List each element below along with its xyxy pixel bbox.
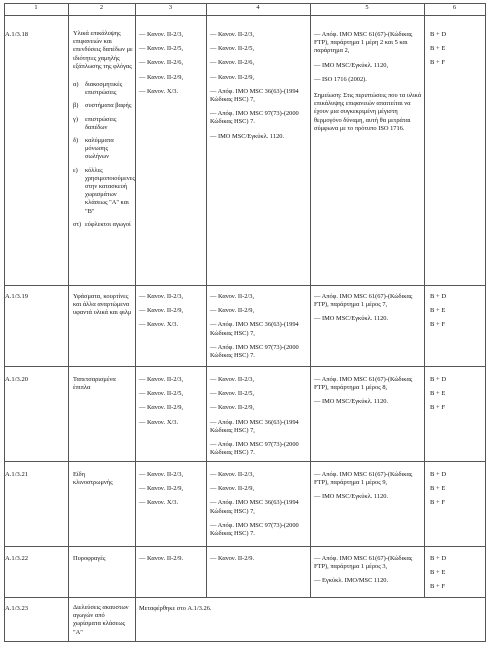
modules-cell — [430, 555, 446, 598]
modules-cell — [430, 293, 446, 336]
test-standards-cell — [314, 31, 422, 133]
regulation-ref: — Κανον. II-2/9, — [139, 485, 205, 493]
standard-ref: — Απόφ. IMO MSC 97(73)-(2000 Κώδικας HSC) 7. — [210, 344, 308, 360]
test-standard-ref: — IMO MSC/Εγκύκλ. 1120. — [314, 493, 422, 501]
subitem: δ) καλύμματα μόνωσης σωλήνων — [73, 137, 114, 161]
module-option: B + E — [430, 390, 446, 398]
regulation-ref: — Κανον. II-2/9, — [139, 74, 205, 82]
regulation-ref: — Κανον. X/3. — [139, 88, 205, 96]
column-header-6: 6 — [452, 4, 457, 11]
moved-note: Μεταφέρθηκε στο A.1/3.26. — [139, 605, 212, 612]
test-standard-ref: — Απόφ. IMO MSC 61(67)-(Κώδικας FTP), παράρτημα 1 μέρος 7, — [314, 293, 422, 309]
module-option: B + D — [430, 555, 447, 562]
row-title: Είδη κλινοστρωμνής — [73, 471, 113, 487]
column-header-5: 5 — [365, 4, 369, 11]
row-code: A.1/3.20 — [5, 376, 29, 383]
test-standard-ref: — Απόφ. IMO MSC 61(67)-(Κώδικας FTP), παράρτημα 1 μέρος 8, — [314, 376, 422, 392]
modules-cell — [430, 31, 446, 74]
row-title: Ταπετσαρισμένα έπιπλα — [73, 376, 116, 392]
row-code: A.1/3.18 — [5, 31, 29, 38]
standard-ref: — Κανον. II-2/9, — [210, 404, 308, 412]
standard-ref: — Κανον. II-2/9, — [210, 485, 308, 493]
regulation-ref: — Κανον. II-2/3, — [139, 471, 205, 479]
standard-ref: — Κανον. II-2/9, — [210, 307, 308, 315]
module-option: B + E — [430, 569, 446, 577]
standard-ref: — Απόφ. IMO MSC 36(63)-(1994 Κώδικας HSC) 7, — [210, 419, 308, 435]
module-option: B + E — [430, 485, 446, 493]
standard-ref: — Κανον. II-2/3, — [210, 471, 308, 479]
regulation-ref: — Κανον. X/3. — [139, 499, 205, 507]
standard-ref: — Κανον. II-2/6, — [210, 59, 308, 67]
subitem: β) συστήματα βαφής — [73, 102, 132, 110]
note: Σημείωση: Στις περιπτώσεις που τα υλικά επικάλυψης επιφανειών απαιτείται να έχουν μια συγκεκριμένη μέγιστη θερμογόνο δύναμη, αυτή θα μετράται σύμφωνα με το πρότυπο ISO 1716. — [314, 92, 422, 132]
row-title: Υλικά επικάλυψης επιφανειών και επενδύσεις δαπέδων με ιδιότητες χαμηλής εξάπλωσης της φλόγας — [73, 30, 133, 70]
module-option: B + F — [430, 59, 446, 67]
regulation-ref: — Κανον. II-2/3, — [139, 293, 205, 301]
module-option: B + D — [430, 376, 447, 383]
standard-ref: — Κανον. II-2/3, — [210, 31, 308, 39]
module-option: B + F — [430, 583, 446, 591]
row-title-cell — [73, 30, 133, 234]
modules-cell — [430, 376, 446, 419]
standard-ref: — Απόφ. IMO MSC 36(63)-(1994 Κώδικας HSC) 7, — [210, 499, 308, 515]
row-code: A.1/3.22 — [5, 555, 29, 562]
subitem: ε) κόλλες χρησιμοποιούμενες στην κατασκευή χωρισμάτων κλάσεως "Α" και "Β" — [73, 166, 135, 215]
regulation-ref: — Κανον. II-2/3, — [139, 376, 205, 384]
standard-ref: — Κανον. II-2/5, — [210, 45, 308, 53]
module-option: B + D — [430, 293, 447, 300]
column-header-4: 4 — [256, 4, 260, 11]
test-standards-cell — [314, 471, 422, 508]
subitem: α) διακοσμητικές επιστρώσεις — [73, 81, 123, 97]
test-standard-ref: — Απόφ. IMO MSC 61(67)-(Κώδικας FTP), παράρτημα 1 μέρος 3, — [314, 555, 422, 571]
test-standard-ref: — Απόφ. IMO MSC 61(67)-(Κώδικας FTP), παράρτημα 1 μέρος 9, — [314, 471, 422, 487]
regulation-ref: — Κανον. X/3. — [139, 419, 205, 427]
regulation-ref: — Κανον. II-2/9. — [139, 555, 205, 563]
column-header-3: 3 — [168, 4, 173, 11]
standard-ref: — Απόφ. IMO MSC 36(63)-(1994 Κώδικας HSC) 7, — [210, 88, 308, 104]
modules-cell — [430, 471, 446, 514]
row-code: A.1/3.19 — [5, 293, 29, 300]
regulation-ref: — Κανον. II-2/9, — [139, 307, 205, 315]
regulation-ref: — Κανον. II-2/5, — [139, 390, 205, 398]
row-title: Πυροφραγές — [73, 555, 106, 562]
column-header-2: 2 — [99, 4, 104, 11]
test-standards-cell — [314, 555, 422, 592]
test-standard-ref: — Απόφ. IMO MSC 61(67)-(Κώδικας FTP), παράρτημα 1 μέρη 2 και 5 και παράρτημα 2, — [314, 31, 422, 56]
standard-ref: — Κανον. II-2/9, — [210, 74, 308, 82]
row-title: Υφάσματα, κουρτίνες και άλλα αναρτώμενα υφαντά υλικά και φιλμ — [73, 293, 132, 317]
test-standard-ref: — Εγκύκλ. IMO/MSC 1120. — [314, 577, 422, 585]
standard-ref: — Απόφ. IMO MSC 97(73)-(2000 Κώδικας HSC) 7. — [210, 110, 308, 126]
regulations-cell — [139, 471, 205, 514]
module-option: B + F — [430, 321, 446, 329]
regulation-ref: — Κανον. X/3. — [139, 321, 205, 329]
test-standard-ref: — ISO 1716 (2002). — [314, 76, 422, 84]
regulations-cell — [139, 293, 205, 336]
test-standard-ref: — IMO MSC/Εγκύκλ. 1120, — [314, 62, 422, 70]
standards-cell — [210, 555, 308, 569]
test-standard-ref: — IMO MSC/Εγκύκλ. 1120. — [314, 315, 422, 323]
test-standards-cell — [314, 376, 422, 413]
test-standard-ref: — IMO MSC/Εγκύκλ. 1120. — [314, 398, 422, 406]
column-header-1: 1 — [34, 4, 38, 11]
standard-ref: — Απόφ. IMO MSC 97(73)-(2000 Κώδικας HSC) 7. — [210, 522, 308, 538]
row-title: Διελεύσεις ακαυστων αγωγών από χωρίσματα κλάσεως "A" — [73, 604, 129, 636]
regulation-ref: — Κανον. II-2/3, — [139, 31, 205, 39]
regulations-cell — [139, 376, 205, 433]
regulation-ref: — Κανον. II-2/9, — [139, 404, 205, 412]
test-standards-cell — [314, 293, 422, 330]
standard-ref: — Κανον. II-2/5, — [210, 390, 308, 398]
module-option: B + D — [430, 471, 447, 478]
subitem: στ) εύφλεκτοι αγωγοί — [73, 220, 131, 228]
standards-cell — [210, 471, 308, 544]
subitem: γ) επιστρώσεις δαπέδων — [73, 115, 117, 131]
module-option: B + E — [430, 307, 446, 315]
regulations-cell — [139, 31, 205, 102]
standards-cell — [210, 376, 308, 463]
standards-cell — [210, 31, 308, 147]
row-code: A.1/3.21 — [5, 471, 29, 478]
regulations-cell — [139, 555, 205, 569]
standard-ref: — Απόφ. IMO MSC 97(73)-(2000 Κώδικας HSC) 7. — [210, 441, 308, 457]
regulation-ref: — Κανον. II-2/5, — [139, 45, 205, 53]
standard-ref: — Κανον. II-2/3, — [210, 376, 308, 384]
regulation-ref: — Κανον. II-2/6, — [139, 59, 205, 67]
module-option: B + E — [430, 45, 446, 53]
standards-cell — [210, 293, 308, 366]
standard-ref: — Κανον. II-2/9. — [210, 555, 308, 563]
module-option: B + F — [430, 499, 446, 507]
standard-ref: — Κανον. II-2/3, — [210, 293, 308, 301]
standard-ref: — Απόφ. IMO MSC 36(63)-(1994 Κώδικας HSC) 7, — [210, 321, 308, 337]
standard-ref: — IMO MSC/Εγκύκλ. 1120. — [210, 133, 308, 141]
module-option: B + D — [430, 31, 447, 38]
module-option: B + F — [430, 404, 446, 412]
row-code: A.1/3.23 — [5, 605, 29, 612]
